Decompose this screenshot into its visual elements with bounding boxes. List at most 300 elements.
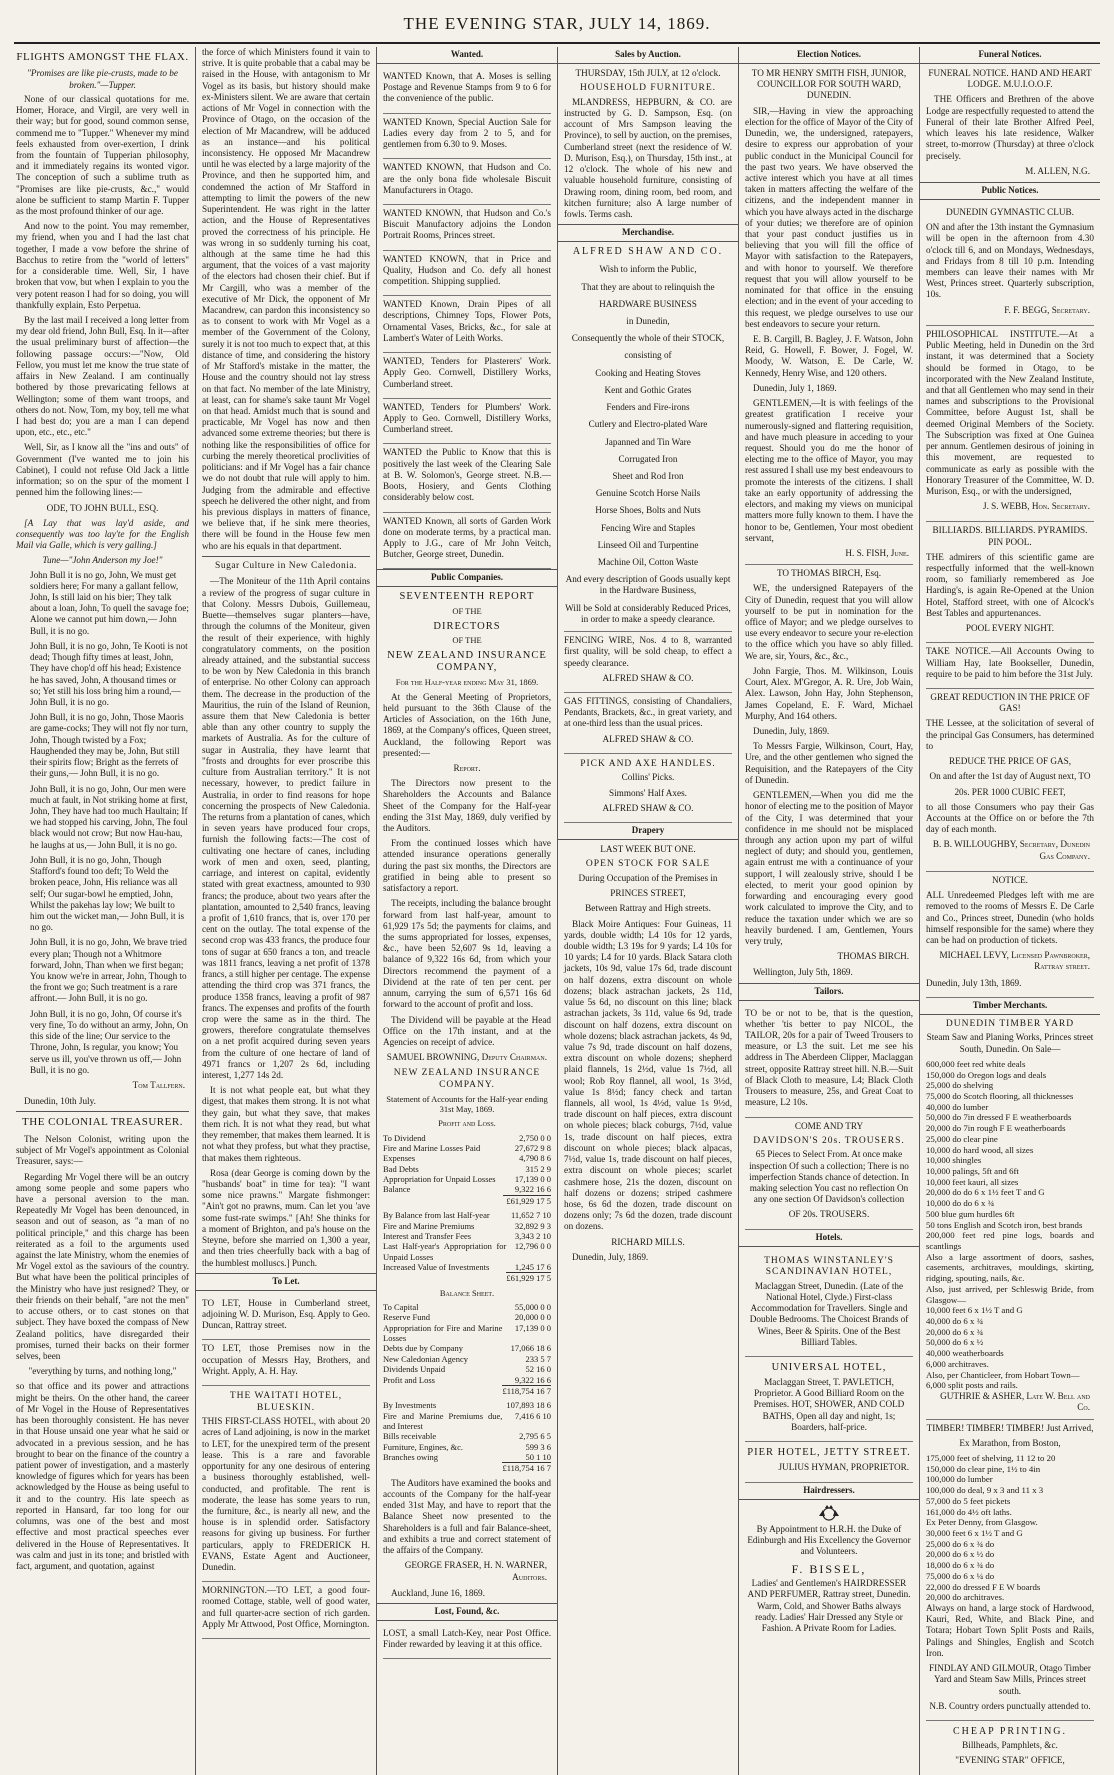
column-5 bbox=[738, 47, 919, 1775]
timber2-line: 100,000 do lumber bbox=[926, 1474, 993, 1485]
lost-section-head: Lost, Found, &c. bbox=[377, 1603, 557, 1621]
report-signature: SAMUEL BROWNING, Deputy Chairman. bbox=[386, 1052, 547, 1063]
gym-title: DUNEDIN GYMNASTIC CLUB. bbox=[946, 206, 1074, 217]
alfred-shaw-name: ALFRED SHAW AND CO. bbox=[572, 246, 724, 258]
timber-line: Also, just arrived, per Schleswig Bride, from Glasgow— bbox=[926, 1283, 1094, 1305]
timber-line: 40,000 do 6 x ¾ bbox=[926, 1316, 984, 1327]
alfred-line-text: Machine Oil, Cotton Waste bbox=[597, 557, 699, 568]
alfred-line-text: Japanned and Tin Ware bbox=[605, 436, 691, 447]
account-amount: 20,000 0 0 bbox=[514, 1312, 551, 1323]
pick-signature: ALFRED SHAW & CO. bbox=[602, 802, 694, 813]
flax-para: And now to the point. You may remember, my friend, when you and I had the last chat together, I made a vow before the shrine of Bacchus to retire from the "world of letters" for a considerable time. Well, Sir, I have broken that vow, but when I explain to you the very potent reason I had for so doing, you will thankfully explain, Esto Perpetua. bbox=[16, 221, 189, 310]
pledges-notice-ad bbox=[926, 872, 1094, 998]
timber-line: 10,000 do do 6 x ¾ bbox=[926, 1198, 995, 1209]
alfred-line-text: Cutlery and Electro-plated Ware bbox=[588, 419, 708, 430]
printing-body: Billheads, Pamphlets, &c. bbox=[962, 1740, 1058, 1751]
timber2-line: 30,000 feet 6 x 1½ T and G bbox=[926, 1527, 1023, 1538]
timber-line: 25,000 do clear pine bbox=[926, 1133, 998, 1144]
wanted-ad bbox=[383, 68, 551, 114]
timber2-sub: Ex Marathon, from Boston, bbox=[959, 1437, 1061, 1448]
wanted-ad bbox=[383, 114, 551, 160]
birch-signature: THOMAS BIRCH. bbox=[837, 951, 909, 962]
timber-line: 40,000 weatherboards bbox=[926, 1348, 1004, 1359]
timber-line: 10,000 feet 6 x 1½ T and G bbox=[926, 1305, 1023, 1316]
account-label: Dividends Unpaid bbox=[383, 1364, 446, 1375]
pl-credit-table bbox=[383, 1210, 551, 1284]
account-label: Interest and Transfer Fees bbox=[383, 1230, 472, 1241]
account-row bbox=[383, 1343, 551, 1353]
account-row bbox=[383, 1221, 551, 1231]
timber-stock-list bbox=[926, 1059, 1094, 1391]
alfred-line-text: HARDWARE BUSINESS bbox=[599, 298, 697, 309]
hair-name: F. BISSEL, bbox=[791, 1561, 867, 1576]
wanted-ad bbox=[383, 399, 551, 445]
alfred-line bbox=[564, 316, 732, 327]
alfred-line bbox=[564, 557, 732, 568]
account-amount: 17,066 18 6 bbox=[510, 1343, 551, 1354]
timber-line: Also, per Chanticleer, from Hobart Town— bbox=[926, 1369, 1080, 1380]
winstanley-name: THOMAS WINSTANLEY'S SCANDINAVIAN HOTEL, bbox=[764, 1255, 894, 1278]
column-4 bbox=[557, 47, 738, 1775]
account-label: Branches owing bbox=[383, 1452, 439, 1463]
timber-yard-title: DUNEDIN TIMBER YARD bbox=[945, 1018, 1075, 1029]
auction-title: HOUSEHOLD FURNITURE. bbox=[579, 83, 717, 94]
timber2-line: 75,000 do 6 x ¼ do bbox=[926, 1570, 995, 1581]
timber-line: 200,000 feet red pine logs, boards and scantlings bbox=[926, 1230, 1094, 1252]
billiards-body: THE admirers of this scientific game are respectfully informed that the well-known room, so familiarly remembered as Joe Harding's, is again Re-Opened at the Union Hotel, Stafford street, with one of Alcock's Best Tables and appurtenances. bbox=[926, 551, 1094, 618]
flax-epigraph: "Promises are like pie-crusts, made to be broken."—Tupper. bbox=[27, 68, 178, 90]
wanted-ad bbox=[383, 205, 551, 251]
lost-ad bbox=[383, 1625, 551, 1659]
davidson-name: DAVIDSON'S 20s. TROUSERS. bbox=[753, 1135, 905, 1146]
account-label: New Caledonian Agency bbox=[383, 1353, 468, 1364]
account-label: Last Half-year's Appropriation for Unpaid Losses bbox=[383, 1241, 507, 1262]
funeral-signature: M. ALLEN, N.G. bbox=[1025, 165, 1090, 176]
ode-tune: Tune—"John Anderson my Joe!" bbox=[42, 555, 163, 566]
account-total: £61,929 17 5 bbox=[503, 1195, 551, 1206]
account-row bbox=[383, 1431, 551, 1441]
timber-line: 20,000 do do 6 x 1½ feet T and G bbox=[926, 1187, 1045, 1198]
account-label: Appropriation for Unpaid Losses bbox=[383, 1174, 496, 1185]
drapery-during: During Occupation of the Premises in bbox=[578, 872, 718, 883]
auction-section-head: Sales by Auction. bbox=[558, 47, 738, 64]
report-period: For the Half-year ending May 31, 1869. bbox=[395, 677, 539, 688]
treasurer-para: The Nelson Colonist, writing upon the subject of Mr Vogel's appointment as Colonial Treasurer, says:— bbox=[16, 1133, 189, 1167]
funeral-section-head: Funeral Notices. bbox=[920, 47, 1100, 64]
account-amount: 3,343 2 10 bbox=[514, 1230, 551, 1241]
account-label: Bad Debts bbox=[383, 1163, 419, 1174]
timber2-line: 175,000 feet of shelving, 11 12 to 20 bbox=[926, 1452, 1056, 1463]
alfred-line bbox=[564, 350, 732, 361]
timber2-body: Always on hand, a large stock of Hardwood, Kauri, Red, White, and Black Pine, and Totara; Hobart Town Split Posts and Rails, Palings and Shingles, English and Scotch Iron. bbox=[926, 1603, 1094, 1658]
drapery-between: Between Rattray and High streets. bbox=[585, 903, 711, 914]
profit-loss-head: Profit and Loss. bbox=[438, 1118, 496, 1129]
column-2 bbox=[195, 47, 376, 1775]
gymnastic-ad bbox=[926, 204, 1094, 326]
wanted-ad-text: WANTED Known, Special Auction Sale for Ladies every day from 2 to 5, and for gentlemen from 6.30 to 9. Moses. bbox=[383, 116, 551, 150]
gas-price: 20s. PER 1000 CUBIC FEET, bbox=[954, 786, 1066, 797]
timber-line: 10,000 do hard wood, all sizes bbox=[926, 1144, 1034, 1155]
timber-line: 40,000 do lumber bbox=[926, 1101, 989, 1112]
pl-debit-table bbox=[383, 1133, 551, 1207]
drapery-title: LAST WEEK BUT ONE. bbox=[600, 844, 696, 855]
bs-debit-table bbox=[383, 1302, 551, 1396]
sugar-para: It is not what people eat, but what they digest, that makes them strong. It is not what they gain, but what they save, that makes them rich. It is not what they read, but what they remember, that makes them learned. It is not what they profess, but what they practise, that makes them righteous. bbox=[202, 1085, 370, 1163]
philosophical-ad bbox=[926, 326, 1094, 523]
account-amount: 27,672 9 8 bbox=[514, 1143, 551, 1154]
waitati-title: THE WAITATI HOTEL, BLUESKIN. bbox=[229, 1391, 343, 1413]
report-para: At the General Meeting of Proprietors, held pursuant to the 36th Clause of the Articles of Association, on the 16th June, 1869, at the Company's offices, Queen street, Auckland, the following Report was presented:— bbox=[383, 691, 551, 758]
timber2-line: 22,000 do dressed F E W boards bbox=[926, 1581, 1041, 1592]
alfred-line-text: Will be Sold at considerably Reduced Prices, in order to make a speedy clearance. bbox=[565, 602, 731, 624]
timber-section-head: Timber Merchants. bbox=[920, 998, 1100, 1015]
timber2-line: 25,000 do 6 x ¾ do bbox=[926, 1538, 995, 1549]
alfred-line bbox=[564, 454, 732, 465]
winstanley-body: Maclaggan Street, Dunedin. (Late of the National Hotel, Clyde.) First-class Accommodation for Travellers. Single and Double Bedrooms. The Choicest Brands of Wines, Beer & Spirits. One of the Best Billiard Tables. bbox=[749, 1280, 909, 1347]
alfred-line bbox=[564, 282, 732, 293]
birch-date: Dunedin, July, 1869. bbox=[753, 726, 830, 736]
report-para: The Directors now present to the Shareholders the Accounts and Balance Sheet of the Company for the Half-year ending the 31st May, 1869, duly verified by the Auditors. bbox=[383, 778, 551, 834]
account-total: £118,754 16 7 bbox=[502, 1385, 551, 1396]
birch-reply-to: To Messrs Fargie, Wilkinson, Court, Hay, Ure, and the other gentlemen who signed the Requisition, and the Ratepayers of the City of Dunedin. bbox=[745, 741, 913, 785]
column-1 bbox=[14, 47, 195, 1775]
birch-signers: John Fargie, Thos. M. Wilkinson, Louis Court, Alex. M'Gregor, A. R. Ure, Job Wain, Alex. Lawson, John Hay, John Stephenson, James Copeland, E. F. Ward, Michael Murphy, And 164 others. bbox=[745, 665, 913, 721]
sugar-para: Rosa (dear George is coming down by the "husbands' boat" in time for tea): "I want some nice prawns." Margate fishmonger: "Ain't got no prawns, mum. Can let you 'ave some fust-rate swimps." [Ah! She thinks for a moment of Brighton, and pa's house on the Steyne, before she married on 1,300 a year, and then tries cheerfully back with a bag of the humblest molluscs.] Punch. bbox=[202, 1167, 370, 1268]
drapery-date: Dunedin, July, 1869. bbox=[572, 1251, 649, 1262]
alfred-line-text: Corrugated Iron bbox=[618, 453, 678, 464]
alfred-line-text: That they are about to relinquish the bbox=[581, 281, 715, 292]
printing-ad bbox=[926, 1721, 1094, 1775]
take-notice-text: TAKE NOTICE.—All Accounts Owing to William Hay, late Bookseller, Dunedin, require to be paid to him before the 31st July. bbox=[926, 646, 1094, 679]
timber-line: Also a large assortment of doors, sashes, casements, architraves, mouldings, skirting, ridging, spouting, nails, &c. bbox=[926, 1251, 1094, 1284]
account-amount: 1,245 17 6 bbox=[514, 1261, 551, 1272]
wanted-ad bbox=[383, 159, 551, 205]
account-label: Fire and Marine Premiums bbox=[383, 1220, 475, 1231]
notice-date: Dunedin, July 13th, 1869. bbox=[926, 977, 1022, 988]
wanted-ad-text: WANTED KNOWN, that Hudson and Co. are the only bona fide wholesale Biscuit Manufacturers in Otago. bbox=[383, 162, 551, 195]
alfred-line bbox=[564, 437, 732, 448]
auditors-signature: GEORGE FRASER, H. N. WARNER, Auditors. bbox=[404, 1560, 547, 1582]
treasurer-continued: the force of which Ministers found it vain to strive. It is quite probable that a cabal may be raised in the House, with antagonism to Mr Vogel as its basis, but history should make ex-Ministers silent. We are aware that certain actions of Mr Vogel in connection with the Province of Otago, on the occasion of the election of Mr Macandrew, will be adduced as an instance—and his political inconsistency. He opposed Mr Macandrew until he was elected by a large majority of the Province, and then he supported him, and condemned the action of Mr Stafford in attempting to limit the powers of the new Superintendent. He was right in the latter action, and the House of Representatives proved the correctness of his principle. He was wrong in so suddenly turning his coat, although at the same time he had this argument, that the voices of a vast majority of the electors had chosen their chief. But if Mr Cargill, who was a member of the executive of Mr Dick, the opponent of Mr Macandrew, can pardon this inconsistency so as to consent to work with Mr Vogel as a member of the Government of the Colony, surely it is not too much to expect that, at this distance of time, and considering the history of Mr Stafford's mistake in the matter, the House and the country should not lay stress on that fact. No member of the late Ministry, at least, can for shame's sake taunt Mr Vogel on that head. Amidst much that is sound and practicable, Mr Vogel has now and then advanced some extreme theories; but there is nothing like the responsibilities of office for curbing the merely theoretical proclivities of politicians: and if Mr Vogel has a fair chance we do not doubt that rule will apply to him. Judging from the admirable and effective speech he delivered the other night, and from his previous displays in matters of finance, we believe that, if he sink mere theories, there will be found in the House few men who are his equals in that department. bbox=[202, 47, 370, 551]
wanted-ad bbox=[383, 296, 551, 353]
report-subhead: Report. bbox=[453, 762, 481, 773]
notice-title: NOTICE. bbox=[992, 874, 1028, 885]
gas-fittings-text: GAS FITTINGS, consisting of Chandaliers, Pendants, Brackets, &c., in great variety, and at one-third less than the usual prices. bbox=[564, 696, 732, 729]
gas-fittings-ad bbox=[564, 693, 732, 754]
account-amount: 17,139 0 0 bbox=[514, 1174, 551, 1185]
wanted-ad-text: WANTED, Tenders for Plasterers' Work. Apply Geo. Cornwell, Distillery Works, Cumberland street. bbox=[383, 356, 551, 389]
wanted-ad bbox=[383, 444, 551, 512]
alfred-line-text: in Dunedin, bbox=[626, 315, 670, 326]
account-label: Fire and Marine Losses Paid bbox=[383, 1143, 481, 1154]
timber2-line: 161,000 do 4½ oft laths. bbox=[926, 1506, 1012, 1517]
account-total-row bbox=[383, 1273, 551, 1284]
account-amount: 9,322 16 6 bbox=[514, 1184, 551, 1195]
wanted-ad-text: WANTED KNOWN, that in Price and Quality, Hudson and Co. defy all honest competition. Shipping supplied. bbox=[383, 253, 551, 287]
alfred-line-text: Linseed Oil and Turpentine bbox=[597, 539, 699, 550]
gas-from: On and after the 1st day of August next, TO bbox=[929, 771, 1091, 782]
ode-note: [A Lay that was lay'd aside, and consequently was too lay'te for the English Mail via Galle, which is very galling.] bbox=[16, 517, 189, 551]
account-row bbox=[383, 1375, 551, 1386]
drapery-signature: RICHARD MILLS. bbox=[611, 1236, 685, 1247]
timber2-title: TIMBER! TIMBER! TIMBER! Just Arrived, bbox=[926, 1422, 1094, 1433]
hair-body: Ladies' and Gentlemen's HAIRDRESSER AND PERFUMER, Rattray street, Dunedin. Warm, Cold, and Shower Baths always ready. Ladies' Hair Dressed any Style or Fashion. A Private Room for Ladies. bbox=[747, 1578, 911, 1634]
wanted-ad-text: WANTED, Tenders for Plumbers' Work. Apply to Geo. Cornwell, Distillery Works, Cumberland street. bbox=[383, 401, 551, 435]
notice-body: ALL Unredeemed Pledges left with me are removed to the rooms of Messrs E. De Carle and Co., Princes street, Dunedin (who holds himself responsible for the same) where they can be had on production of tickets. bbox=[926, 890, 1094, 945]
mornington-text: MORNINGTON.—TO LET, a good four-roomed Cottage, stable, well of good water, and full quarter-acre section of rich garden. Apply Mr Attwood, Post Office, Mornington. bbox=[202, 1585, 370, 1629]
timber2-ad bbox=[926, 1419, 1094, 1721]
alfred-line bbox=[564, 488, 732, 499]
timber-line: 50,000 do 6 x ½ bbox=[926, 1337, 984, 1348]
alfred-line bbox=[564, 368, 732, 379]
birch-reply: GENTLEMEN,—When you did me the honor of electing me to the position of Mayor of the City, I was determined that your confidence in me should not be misplaced through any action upon my part of wilful neglect of duty; and should you, gentlemen, again entrust me with a continuance of your support, I will zealously strive, should I be elected, to merit your good opinion by forwarding and encouraging every good work calculated to improve the City, and to reduce the taxation under which we are so heavily burdened. I am, Gentlemen, Yours very truly, bbox=[745, 790, 913, 946]
companies-section-head: Public Companies. bbox=[377, 569, 557, 587]
poem-stanza: John Bull it is no go, John, We must get soldiers here; For many a gallant fellow, John, Is still laid on his bier; They talk about a loan, John, To quell the savage foe; Alone we cannot put him down,— John Bull, it is no go. bbox=[30, 569, 189, 636]
wanted-list bbox=[383, 68, 551, 569]
royal-crest-icon bbox=[814, 1504, 844, 1522]
fencing-ad bbox=[564, 631, 732, 693]
timber2-nb: N.B. Country orders punctually attended to. bbox=[929, 1700, 1091, 1711]
account-label: Reserve Fund bbox=[383, 1312, 430, 1323]
alfred-line-text: Sheet and Rod Iron bbox=[612, 470, 684, 481]
auction-body: MLANDRESS, HEPBURN, & CO. are instructed by G. D. Sampson, Esq. (on account of Mrs Sampson leaving the Province), to sell by auction, on the premises, Cumberland street (next the residence of W. D. Murison, Esq.), on Thursday, 15th inst., at 12 o'clock. The whole of his new and valuable household furniture, consisting of Drawing room, dining room, bed room, and kitchen furniture; also A large number of fowls. Terms cash. bbox=[564, 96, 732, 219]
timber-line: 50 tons English and Scotch iron, best brands bbox=[926, 1219, 1083, 1230]
billiards-end: POOL EVERY NIGHT. bbox=[965, 623, 1055, 634]
phil-body: PHILOSOPHICAL INSTITUTE.—At a Public Meeting, held in Dunedin on the 3rd instant, it was determined that a Society should be formed in Otago, to be incorporated with the New Zealand Institute, and that all Gentlemen who may send in their names and subscriptions to the Provisional Committee, before August 1st, shall be deemed Original Members of the Society. The Subscription was fixed at One Guinea per annum. Gentlemen desirous of joining in this movement, are requested to communicate as early as possible with the Honorary Treasurer of the Committee, W. D. Murison, Esq., or with the undersigned, bbox=[926, 328, 1094, 496]
timber-line: 10,000 shingles bbox=[926, 1155, 982, 1166]
billiards-ad bbox=[926, 522, 1094, 643]
alfred-line-text: Fencing Wire and Staples bbox=[600, 522, 696, 533]
masthead-rule bbox=[14, 42, 1100, 44]
account-amount: 11,652 7 10 bbox=[510, 1210, 551, 1221]
report-title: SEVENTEENTH REPORT bbox=[399, 591, 535, 603]
gym-signature: F. F. BEGG, Secretary. bbox=[1004, 304, 1090, 315]
lost-ad-text: LOST, a small Latch-Key, near Post Office. Finder rewarded by leaving it at this office. bbox=[383, 1627, 551, 1650]
alfred-line-text: Kent and Gothic Grates bbox=[604, 384, 692, 395]
account-row bbox=[383, 1364, 551, 1374]
account-label: Furniture, Engines, &c. bbox=[383, 1441, 464, 1452]
timber2-line: 18,000 do 6 x ¾ do bbox=[926, 1560, 995, 1571]
wanted-section-head: Wanted. bbox=[377, 47, 557, 64]
tailor-ad-text: TO be or not to be, that is the question, whether 'tis better to pay NICOL, the TAILOR, 20s for a pair of Tweed Trousers to measure, or L3 the suit. Let me see his address in The Aberdeen Clipper, Maclaggan street, opposite Rattray street hill. N.B.—Suit of Black Cloth to measure, L4; Black Cloth Trousers to measure, 25s, and Great Coat to measure, L2 10s. bbox=[745, 1007, 913, 1108]
account-amount: 17,139 0 0 bbox=[514, 1322, 551, 1333]
drapery-open: OPEN STOCK FOR SALE bbox=[585, 859, 711, 870]
balance-sheet-head: Balance Sheet. bbox=[439, 1287, 495, 1298]
account-label: Increased Value of Investments bbox=[383, 1261, 490, 1272]
alfred-line-text: consisting of bbox=[624, 350, 672, 361]
poem-stanza: John Bull, it is no go, John, We brave tried every plan; Though not a Whitmore forward, John, Than when we first began; You know we're in arrear, John, Though to the front we go; Such treatment is a rare affront.— John Bull, it is no go. bbox=[30, 937, 187, 1004]
alfred-line bbox=[564, 574, 732, 596]
gas-rest: to all those Consumers who pay their Gas Accounts at the Office on or before the 7th day of each month. bbox=[926, 801, 1094, 835]
account-row bbox=[383, 1174, 551, 1184]
account-total-spacer bbox=[383, 1273, 506, 1284]
alfred-line bbox=[564, 419, 732, 430]
alfred-line bbox=[564, 523, 732, 534]
wanted-ad bbox=[383, 513, 551, 570]
account-amount: 4,790 8 6 bbox=[519, 1153, 551, 1164]
alfred-line bbox=[564, 333, 732, 344]
bs-credit-table bbox=[383, 1400, 551, 1474]
phil-signature: J. S. WEBB, Hon. Secretary. bbox=[983, 501, 1090, 512]
timber-line: 25,000 do shelving bbox=[926, 1080, 994, 1091]
fish-reply: GENTLEMEN,—It is with feelings of the greatest gratification I receive your numerously-signed and flattering requisition, and have much pleasure in acceding to your request. Should you do me the honor of electing me to the office of Mayor, you may rest assured I shall use my best endeavours to promote the interests of the citizens. I shall take an early opportunity of addressing the electors, and making my views on municipal matters more fully known to them. I have the honor to be, Gentlemen, Your most obedient servant, bbox=[745, 398, 913, 543]
election-section-head: Election Notices. bbox=[739, 47, 919, 64]
notice-signature: MICHAEL LEVY, Licensed Pawnbroker, Rattray street. bbox=[939, 950, 1090, 972]
timber-line: 10,000 feet kauri, all sizes bbox=[926, 1176, 1019, 1187]
account-total-spacer bbox=[383, 1463, 502, 1474]
printing-office: "EVENING STAR" OFFICE, bbox=[955, 1755, 1065, 1766]
timber2-line: 20,000 do architraves. bbox=[926, 1592, 1005, 1603]
poem-stanza: John Bull, it is no go, John, Though Stafford's found too deft; To Weld the broken peace, John, His reliance was all self; Our sugar-bowl he emptied, John, Whilst the pakehas lay low; We built to him out the wicket man,— John Bull, it is no go. bbox=[30, 854, 185, 933]
poem-stanza: John Bull, it is no go, John, Our men were much at fault, in Not striking home at first, John, They have had too much Haultain; If we had stopped his carving, John, The foul black would not crow; But now Hau-hau, he laughs at us,— John Bull, it is no go. bbox=[30, 783, 188, 850]
statement-title: NEW ZEALAND INSURANCE COMPANY. bbox=[393, 1068, 541, 1090]
pick-line: Simmons' Half Axes. bbox=[609, 787, 687, 798]
account-row bbox=[383, 1400, 551, 1410]
tolet-ad bbox=[202, 1295, 370, 1341]
account-total-spacer bbox=[383, 1385, 502, 1396]
alfred-line-text: Consequently the whole of their STOCK, bbox=[571, 333, 725, 344]
timber-line: 6,000 split posts and rails. bbox=[926, 1380, 1018, 1391]
account-total: £118,754 16 7 bbox=[502, 1463, 551, 1474]
gas-signature: B. B. WILLOUGHBY, Secretary, Dunedin Gas Company. bbox=[932, 839, 1090, 861]
treasurer-headline: THE COLONIAL TREASURER. bbox=[16, 1111, 189, 1129]
wanted-ad-text: WANTED KNOWN, that Hudson and Co.'s Biscuit Manufactory adjoins the London Portrait Rooms, Princes street. bbox=[383, 207, 551, 241]
report-para: The receipts, including the balance brought forward from last half-year, amount to 61,929 17s 5d; the payments for claims, and the sums appropriated for losses, expenses, &c., have been 52,607 9s 1d, leaving a balance of 9,322 16s 6d, from which your Directors recommend the payment of a Dividend at the rate of ten per cent. per annum, carrying the sum of 6,571 16s 6d forward to the account of profit and loss. bbox=[383, 898, 551, 1010]
waitati-body: THIS FIRST-CLASS HOTEL, with about 20 acres of Land adjoining, is now in the market to LET, for the unexpired term of the present lease. This is a rare and favorable opportunity for any one desirous of entering a business thoroughly established, well-conducted, and profitable. The rent is moderate, the lease has some years to run, the furniture, &c., is nearly all new, and the house is in splendid order. Satisfactory reasons for giving up business. For further particulars, apply to FREDERICK H. EVANS, Estate Agent and Auctioneer, Dunedin. bbox=[202, 1416, 370, 1573]
account-amount: 12,796 0 0 bbox=[514, 1241, 551, 1252]
davidson-title: COME AND TRY bbox=[794, 1120, 864, 1131]
account-row bbox=[383, 1452, 551, 1463]
davidson-ad bbox=[745, 1118, 913, 1230]
account-label: Profit and Loss bbox=[383, 1374, 435, 1385]
masthead: THE EVENING STAR, JULY 14, 1869. bbox=[403, 14, 711, 33]
account-row bbox=[383, 1442, 551, 1452]
poem-stanza: John Bull, it is no go, John, Of course it's very fine, To do without an army, John, On this side of the line; Our service to the Throne, John, Is regular, you know; You serve us ill, you've thrown us off,— John Bull, it is no go. bbox=[30, 1008, 189, 1075]
sugar-para: —The Moniteur of the 11th April contains a review of the progress of sugar culture in that Colony. Messrs Dubois, Guillemeau, Buette—themselves sugar planters—have, through the columns of the Moniteur, given the result of their experience, with highly congratulatory comments, on the position already attained, and the substantial success to be won by New Caledonia in this branch of enterprise. No other Colony can approach them. The decrease in the production of the Mauritius, the ruin of the Island of Reunion, assure them that New Caledonia is better able than any other country to supply the markets of Australia. As for the culture of sugar in Australia, they have learnt that "frosts and droughts for ever proscribe this culture from Australian territory." It is not necessary, however, to predict failure in Australia, in order to find reasons for hope concerning the prospects of New Caledonia. The returns from a plantation of canes, which in seven years have produced four crops, furnish the following facts:—The cost of cultivating one hectare of canes, including work of men and oxen, seed, planting, carriage, and interest on capital, evidently stated with great exactness, amounted to 930 francs; the produce, about two years after the plantation, amounted to 2,540 francs, leaving a profit of 1,610 francs, that is, over 170 per cent on the outlay. The total expense of the second crop was 433 francs, the produce four tons of sugar at 650 francs a ton, and treacle was 1811 francs, leaving a net profit of 1378 francs, a still higher per centage. The expense attending the third crop was 371 francs, the produce 1358 francs, leaving a profit of 987 francs. The expenses and profits of the fourth crop were the same as in the third. The growers, therefore congratulate themselves on a net profit acquired during seven years from the culture of one hectare of land of 4971 francs or 1,207 2s 6d, including interest, 1,277 14s 2d. bbox=[202, 576, 370, 1081]
nicol-tailor-ad bbox=[745, 1005, 913, 1118]
wanted-ad-text: WANTED the Public to Know that this is positively the last week of the Clearing Sale at B. W. Solomon's, George street. N.B.—Boots, Hosiery, and Gents Clothing considerably below cost. bbox=[383, 447, 551, 503]
report-directors: DIRECTORS bbox=[433, 620, 501, 632]
fencing-text: FENCING WIRE, Nos. 4 to 8, warranted first quality, will be sold cheap, to effect a speedy clearance. bbox=[564, 635, 732, 668]
flax-para: Well, Sir, as I know all the "ins and outs" of Government (I've wanted me to join his Cabinet), I could not refuse Old Jack a little information; so on the spur of the moment I penned him the following lines:— bbox=[16, 442, 189, 498]
alfred-line-text: Genuine Scotch Horse Nails bbox=[595, 488, 701, 499]
funeral-body: THE Officers and Brethren of the above Lodge are respectfully requested to attend the Funeral of their late Brother Alfred Peel, which leaves his late residence, Walker street, to-morrow (Thursday) at three o'clock precisely. bbox=[926, 94, 1094, 161]
wanted-ad-text: WANTED Known, all sorts of Garden Work done on moderate terms, by a practical man. Apply to J.G., care of Mr John Veitch, Butcher, George street, Dunedin. bbox=[383, 515, 551, 560]
account-amount: 315 2 9 bbox=[525, 1163, 551, 1174]
davidson-body: 65 Pieces to Select From. At once make inspection Of such a collection; There is no imperfection Stands chance of detection. In making selection You cast no reflection On any one section Of Davidson's collection bbox=[749, 1149, 909, 1205]
alfred-line bbox=[564, 603, 732, 625]
account-amount: 599 3 6 bbox=[525, 1441, 551, 1452]
account-amount: 2,795 6 5 bbox=[519, 1431, 551, 1442]
column-3 bbox=[376, 47, 557, 1775]
fish-date: Dunedin, July 1, 1869. bbox=[753, 382, 837, 393]
pick-line: Collins' Picks. bbox=[621, 772, 675, 783]
mornington-ad bbox=[202, 1582, 370, 1639]
flax-para: By the last mail I received a long letter from my dear old friend, John Bull, Esq. In it—after the usual preliminary burst of affection—the following passage occurs:—"Now, Old Fellow, you must let me know the true state of affairs in New Zealand. I am continually bothered by those prevaricating fellows at Wellington; some of them want troops, and others do not. Now, Tom, my boy, tell me what I had best do; you are a man I can depend upon, etc., etc., etc." bbox=[16, 315, 189, 438]
account-label: Debts due by Company bbox=[383, 1343, 464, 1354]
timber-line: 20,000 do 6 x ¾ bbox=[926, 1326, 984, 1337]
timber2-line: Ex Peter Denny, from Glasgow. bbox=[926, 1517, 1038, 1528]
alfred-line bbox=[564, 471, 732, 482]
fencing-signature: ALFRED SHAW & CO. bbox=[602, 672, 694, 683]
davidson-end: OF 20s. TROUSERS. bbox=[788, 1209, 870, 1220]
timber-signature: GUTHRIE & ASHER, Late W. Bell and Co. bbox=[940, 1391, 1090, 1413]
tolet-section-head: To Let. bbox=[196, 1273, 376, 1291]
alfred-line-text: And every description of Goods usually kept in the Hardware Business, bbox=[565, 574, 731, 596]
wanted-ad bbox=[383, 353, 551, 399]
wanted-ad-text: WANTED Known, Drain Pipes of all descriptions, Chimney Tops, Flower Pots, Ornamental Vases, Bricks, &c., for sale at Lambert's Water of Leith Works. bbox=[383, 299, 551, 343]
pick-title: PICK AND AXE HANDLES. bbox=[580, 758, 716, 769]
report-company: NEW ZEALAND INSURANCE COMPANY, bbox=[387, 649, 547, 674]
wanted-ad-text: WANTED Known, that A. Moses is selling Postage and Revenue Stamps from 9 to 6 for the convenience of the public. bbox=[383, 70, 551, 104]
account-row bbox=[383, 1210, 551, 1220]
account-label: Balance bbox=[383, 1184, 411, 1195]
alfred-line bbox=[564, 540, 732, 551]
ode-title: ODE, TO JOHN BULL, ESQ. bbox=[46, 502, 159, 513]
account-row bbox=[383, 1153, 551, 1163]
account-amount: 107,893 18 6 bbox=[506, 1400, 551, 1411]
fish-address: TO MR HENRY SMITH FISH, JUNIOR, COUNCILLOR FOR SOUTH WARD, DUNEDIN. bbox=[751, 67, 907, 101]
alfred-line-text: Cooking and Heating Stoves bbox=[595, 367, 701, 378]
pier-name: PIER HOTEL, JETTY STREET. bbox=[747, 1446, 911, 1458]
timber2-line: 150,000 do clear pine, 1½ to 4in bbox=[926, 1463, 1041, 1474]
account-amount: 2,750 0 0 bbox=[519, 1132, 551, 1143]
account-label: Expenses bbox=[383, 1153, 416, 1164]
report-of-2: OF THE bbox=[452, 635, 482, 646]
timber-line: 75,000 do Scotch flooring, all thicknesses bbox=[926, 1090, 1074, 1101]
statement-sub: Statement of Accounts for the Half-year ending 31st May, 1869. bbox=[386, 1093, 548, 1114]
tailors-section-head: Tailors. bbox=[739, 983, 919, 1001]
universal-ad bbox=[745, 1357, 913, 1442]
poem-dateline: Dunedin, 10th July. bbox=[24, 1096, 96, 1107]
account-label: To Capital bbox=[383, 1302, 419, 1313]
public-notices-head: Public Notices. bbox=[920, 182, 1100, 200]
account-label: By Investments bbox=[383, 1400, 437, 1411]
tolet-ad bbox=[202, 1340, 370, 1386]
billiards-title: BILLIARDS. BILLIARDS. PYRAMIDS. PIN POOL. bbox=[932, 525, 1088, 547]
fish-signers: E. B. Cargill, B. Bagley, J. F. Watson, John Reid, G. Howell, F. Bower, J. Fogel, W. Moody, W. Watson, E. De Carle, W. Kennedy, Henry Wise, and 120 others. bbox=[745, 334, 913, 378]
timber-line: 20,000 do 7in rough F E weatherboards bbox=[926, 1123, 1066, 1134]
auditors-text: The Auditors have examined the books and accounts of the Company for the half-year ended 31st May, and have to report that the Balance Sheet now presented to the Shareholders is a full and fair Balance-sheet, and exhibits a true and correct statement of the affairs of the Company. bbox=[383, 1477, 551, 1556]
printing-title: CHEAP PRINTING. bbox=[952, 1725, 1068, 1737]
timber2-stock-list bbox=[926, 1453, 1094, 1603]
alfred-line bbox=[564, 385, 732, 396]
pick-ad bbox=[564, 754, 732, 823]
alfred-line bbox=[564, 402, 732, 413]
timber-line: 500 blue gum hurdles 6ft bbox=[926, 1208, 1015, 1219]
universal-body: Maclaggan Street, T. PAVLETICH, Proprietor. A Good Billiard Room on the Premises. HOT, SHOWER, AND COLD BATHS, Open all day and night, 1s; Boarders, half-price. bbox=[753, 1376, 905, 1432]
timber-line: 50,000 do 7in dressed F E weatherboards bbox=[926, 1112, 1072, 1123]
poem-stanza: John Bull, it is no go, John, Those Maoris are game-cocks; They will not fly nor turn, John, Though twisted by a Fox; Haughended they may be, John, But still their spirits flow; Bright as the ferrets of their guns,— John Bull, it is no go. bbox=[30, 712, 189, 779]
waitati-ad bbox=[202, 1386, 370, 1582]
funeral-title: FUNERAL NOTICE. HAND AND HEART LODGE. M.U.I.O.O.F. bbox=[928, 67, 1092, 90]
account-label: Bills receivable bbox=[383, 1431, 437, 1442]
timber-yard-sub: Steam Saw and Planing Works, Princes street South, Dunedin. On Sale— bbox=[926, 1032, 1094, 1054]
gas-reduce: REDUCE THE PRICE OF GAS, bbox=[948, 756, 1072, 767]
account-row bbox=[383, 1164, 551, 1174]
account-total-row bbox=[383, 1385, 551, 1396]
fish-requisition: SIR,—Having in view the approaching election for the office of Mayor of the City of Dunedin, we, the undersigned, ratepayers, desire to express our approbation of your public conduct in the Municipal Council for the past two years. We have observed the active interest which you have at all times taken in matters affecting the welfare of the citizens, and the independent manner in which you have always acted in the discharge of your duties; we therefore are of opinion that your past conduct justifies us in believing that you will fill the office of Mayor with satisfaction to the Ratepayers, and with honor to yourself. We therefore request that you will allow yourself to be nominated for that office in the ensuing election; and in the event of your acceding to this request, we pledge ourselves to use our best endeavors to secure your return. bbox=[745, 105, 913, 329]
tolet-ad-text: TO LET, House in Cumberland street, adjoining W. D. Murison, Esq. Apply to Geo. Duncan, Rattray street. bbox=[202, 1297, 370, 1331]
birch-sig-date: Wellington, July 5th, 1869. bbox=[753, 967, 853, 978]
tolet-ad-text: TO LET, those Premises now in the occupation of Messrs Hay, Brothers, and Wright. Apply, A. H. Hay. bbox=[202, 1343, 370, 1376]
account-label: To Dividend bbox=[383, 1132, 426, 1143]
timber2-line: 20,000 do 6 x ½ do bbox=[926, 1549, 995, 1560]
account-row bbox=[383, 1354, 551, 1364]
account-row bbox=[383, 1241, 551, 1262]
hotels-section-head: Hotels. bbox=[739, 1230, 919, 1247]
gym-body: ON and after the 13th instant the Gymnasium will be open in the afternoon from 4.30 o'clock till 6, and on Mondays, Wednesdays, and Fridays from 8 till 10 p.m. Intending members can leave their names with Mr West, Princes street. Quarterly subscription, 10s. bbox=[926, 222, 1094, 300]
